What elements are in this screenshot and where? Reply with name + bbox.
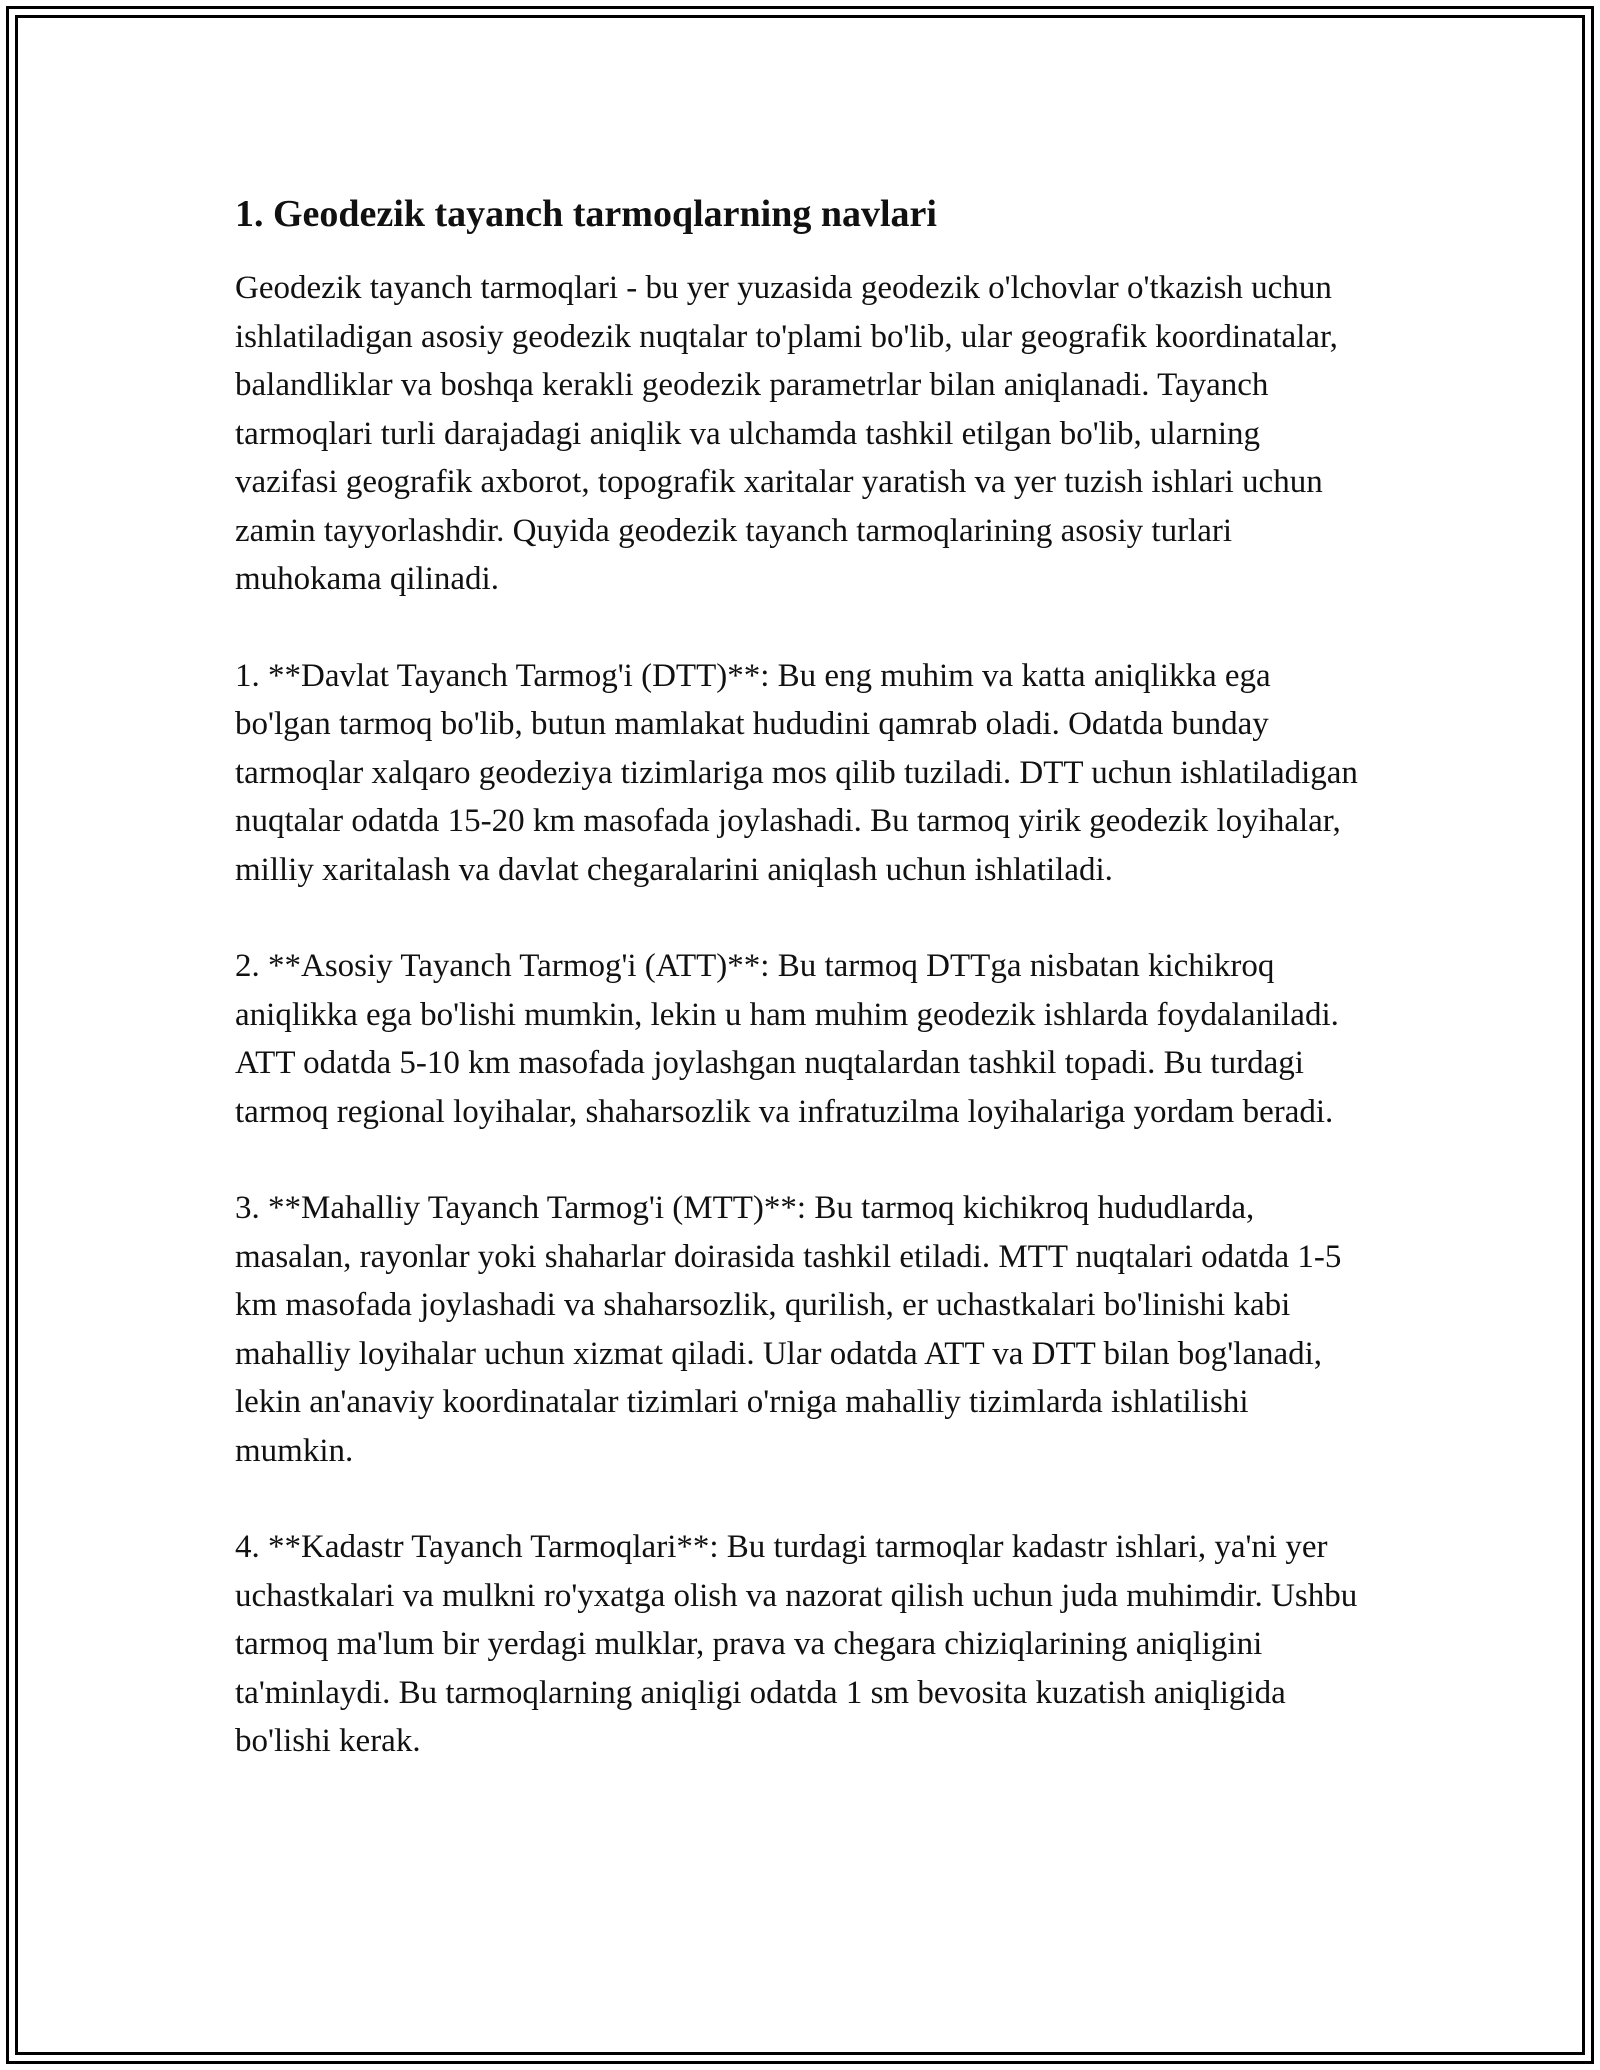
list-item-att: 2. **Asosiy Tayanch Tarmog'i (ATT)**: Bu tarmoq DTTga nisbatan kichikroq aniqlikka ega bo'lishi mumkin, lekin u ham muhim geodezik ishlarda foydalaniladi. ATT odatda 5-10 km masofada joylashgan nuqtalardan tashkil topadi. Bu turdagi tarmoq regional loyihalar, shaharsozlik va infratuzilma loyihalariga yordam beradi. bbox=[235, 948, 1339, 1130]
list-item-dtt: 1. **Davlat Tayanch Tarmog'i (DTT)**: Bu eng muhim va katta aniqlikka ega bo'lgan tarmoq bo'lib, butun mamlakat hududini qamrab oladi. Odatda bunday tarmoqlar xalqaro geodeziya tizimlariga mos qilib tuziladi. DTT uchun ishlatiladigan nuqtalar odatda 15-20 km masofada joylashadi. Bu tarmoq yirik geodezik loyihalar, milliy xaritalash va davlat chegaralarini aniqlash uchun ishlatiladi. bbox=[235, 657, 1358, 888]
document-body bbox=[235, 188, 1365, 1766]
intro-paragraph: Geodezik tayanch tarmoqlari - bu yer yuzasida geodezik o'lchovlar o'tkazish uchun ishlatiladigan asosiy geodezik nuqtalar to'plami bo'lib, ular geografik koordinatalar, balandliklar va boshqa kerakli geodezik parametrlar bilan aniqlanadi. Tayanch tarmoqlari turli darajadagi aniqlik va ulchamda tashkil etilgan bo'lib, ularning vazifasi geografik axborot, topografik xaritalar yaratish va yer tuzish ishlari uchun zamin tayyorlashdir. Quyida geodezik tayanch tarmoqlarining asosiy turlari muhokama qilinadi. bbox=[235, 270, 1338, 597]
section-heading: 1. Geodezik tayanch tarmoqlarning navlari bbox=[235, 193, 937, 235]
list-item-mtt: 3. **Mahalliy Tayanch Tarmog'i (MTT)**: Bu tarmoq kichikroq hududlarda, masalan, rayonlar yoki shaharlar doirasida tashkil etiladi. MTT nuqtalari odatda 1-5 km masofada joylashadi va shaharsozlik, qurilish, er uchastkalari bo'linishi kabi mahalliy loyihalar uchun xizmat qiladi. Ular odatda ATT va DTT bilan bog'lanadi, lekin an'anaviy koordinatalar tizimlari o'rniga mahalliy tizimlarda ishlatilishi mumkin. bbox=[235, 1190, 1342, 1469]
list-item-kadastr: 4. **Kadastr Tayanch Tarmoqlari**: Bu turdagi tarmoqlar kadastr ishlari, ya'ni yer uchastkalari va mulkni ro'yxatga olish va nazorat qilish uchun juda muhimdir. Ushbu tarmoq ma'lum bir yerdagi mulklar, prava va chegara chiziqlarining aniqligini ta'minlaydi. Bu tarmoqlarning aniqligi odatda 1 sm bevosita kuzatish aniqligida bo'lishi kerak. bbox=[235, 1529, 1358, 1759]
